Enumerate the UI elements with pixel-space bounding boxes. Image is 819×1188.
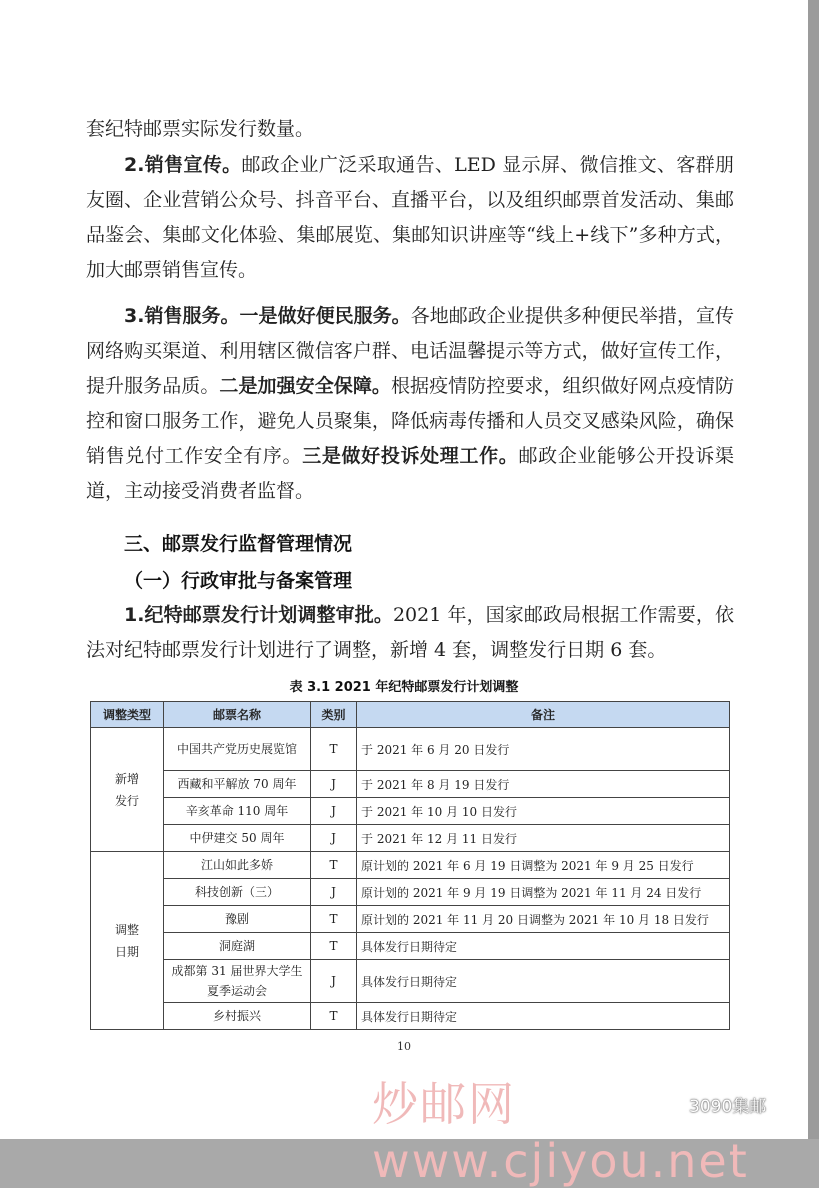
- column-header: 邮票名称: [164, 702, 311, 728]
- kind-cell: T: [311, 852, 357, 879]
- kind-cell: T: [311, 906, 357, 933]
- subsection-heading: （一）行政审批与备案管理: [124, 570, 353, 592]
- watermark-text: 炒邮网 www.cjiyou.net: [372, 1077, 749, 1188]
- note-cell: 于 2021 年 8 月 19 日发行: [357, 771, 730, 798]
- column-header: 调整类型: [91, 702, 164, 728]
- stamp-name-cell: 科技创新（三）: [164, 879, 311, 906]
- table-row: [91, 960, 730, 1003]
- table-row: [91, 798, 730, 825]
- category-cell: 新增 发行: [91, 728, 164, 852]
- kind-cell: T: [311, 728, 357, 771]
- table-row: [91, 728, 730, 771]
- kind-cell: J: [311, 960, 357, 1003]
- note-cell: 原计划的 2021 年 11 月 20 日调整为 2021 年 10 月 18 日发行: [357, 906, 730, 933]
- kind-cell: T: [311, 933, 357, 960]
- category-cell: 调整 日期: [91, 852, 164, 1030]
- kind-cell: J: [311, 879, 357, 906]
- kind-cell: J: [311, 798, 357, 825]
- stamp-name-cell: 辛亥革命 110 周年: [164, 798, 311, 825]
- stamp-name-cell: 中国共产党历史展览馆: [164, 728, 311, 771]
- note-cell: 具体发行日期待定: [357, 960, 730, 1003]
- wechat-icon: [665, 1097, 685, 1118]
- paragraph-plan-adjustment: 1.纪特邮票发行计划调整审批。2021 年，国家邮政局根据工作需要，依法对纪特邮票发行计划进行了调整，新增 4 套，调整发行日期 6 套。: [86, 604, 734, 661]
- page-number: 10: [397, 1040, 411, 1053]
- table-caption: 表 3.1 2021 年纪特邮票发行计划调整: [289, 680, 519, 695]
- kind-cell: J: [311, 825, 357, 852]
- note-cell: 具体发行日期待定: [357, 1003, 730, 1030]
- column-header: 类别: [311, 702, 357, 728]
- stamp-name-cell: 豫剧: [164, 906, 311, 933]
- table-row: [91, 852, 730, 879]
- table-header-row: [91, 702, 730, 728]
- stamp-name-cell: 江山如此多娇: [164, 852, 311, 879]
- stamp-name-cell: 乡村振兴: [164, 1003, 311, 1030]
- kind-cell: J: [311, 771, 357, 798]
- watermark-account-label: 3090集邮: [689, 1097, 767, 1117]
- paragraph-sales-promotion: 2.销售宣传。邮政企业广泛采取通告、LED 显示屏、微信推文、客群朋友圈、企业营销公众号、抖音平台、直播平台，以及组织邮票首发活动、集邮品鉴会、集邮文化体验、集邮展览、集邮知识讲座等“线上+线下”多种方式，加大邮票销售宣传。: [86, 154, 734, 281]
- column-header: 备注: [357, 702, 730, 728]
- watermark-account: [665, 1092, 766, 1118]
- paragraph-continuation: 套纪特邮票实际发行数量。: [86, 118, 315, 140]
- note-cell: 原计划的 2021 年 6 月 19 日调整为 2021 年 9 月 25 日发行: [357, 852, 730, 879]
- note-cell: 原计划的 2021 年 9 月 19 日调整为 2021 年 11 月 24 日发行: [357, 879, 730, 906]
- stamp-name-cell: 西藏和平解放 70 周年: [164, 771, 311, 798]
- stamp-name-cell: 中伊建交 50 周年: [164, 825, 311, 852]
- table-row: [91, 906, 730, 933]
- note-cell: 于 2021 年 12 月 11 日发行: [357, 825, 730, 852]
- paragraph-sales-service: 3.销售服务。一是做好便民服务。各地邮政企业提供多种便民举措，宣传网络购买渠道、利用辖区微信客户群、电话温馨提示等方式，做好宣传工作，提升服务品质。二是加强安全保障。根据疫情防控要求，组织做好网点疫情防控和窗口服务工作，避免人员聚集，降低病毒传播和人员交叉感染风险，确保销售兑付工作安全有序。三是做好投诉处理工作。邮政企业能够公开投诉渠道，主动接受消费者监督。: [86, 305, 734, 502]
- viewer-background: [808, 0, 819, 1139]
- stamp-plan-table: [90, 701, 730, 1030]
- note-cell: 于 2021 年 6 月 20 日发行: [357, 728, 730, 771]
- stamp-name-cell: 成都第 31 届世界大学生夏季运动会: [164, 960, 311, 1003]
- table-row: [91, 879, 730, 906]
- table-row: [91, 933, 730, 960]
- table-row: [91, 771, 730, 798]
- note-cell: 具体发行日期待定: [357, 933, 730, 960]
- table-row: [91, 1003, 730, 1030]
- kind-cell: T: [311, 1003, 357, 1030]
- table-row: [91, 825, 730, 852]
- section-heading: 三、邮票发行监督管理情况: [124, 533, 353, 555]
- note-cell: 于 2021 年 10 月 10 日发行: [357, 798, 730, 825]
- stamp-name-cell: 洞庭湖: [164, 933, 311, 960]
